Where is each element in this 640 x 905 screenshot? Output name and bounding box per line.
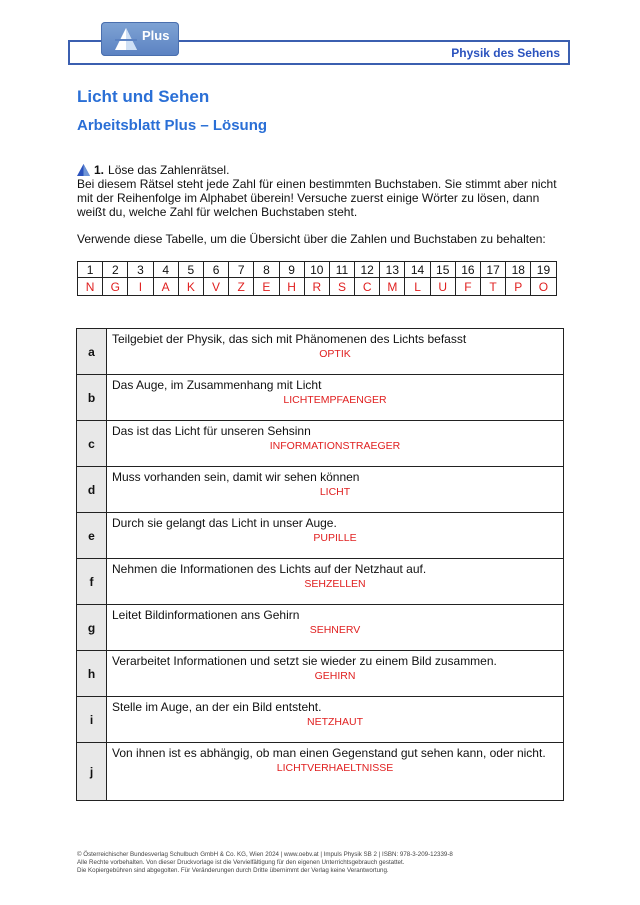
question-cell [107, 513, 564, 559]
question-cell [107, 651, 564, 697]
footer-rights: Alle Rechte vorbehalten. Von dieser Druckvorlage ist die Vervielfältigung für den eigenen Unterrichtsgebrauch gestattet. [77, 859, 405, 866]
cipher-number-cell: 17 [481, 262, 506, 278]
question-cell [107, 421, 564, 467]
cipher-number-cell: 10 [304, 262, 329, 278]
footer-disclaimer: Die Kopiergebühren sind abgegolten. Für Veränderungen durch Dritte übernimmt der Verlag keine Verantwortung. [77, 867, 389, 874]
question-cell [107, 605, 564, 651]
question-cell [107, 467, 564, 513]
question-row [77, 559, 564, 605]
question-letter: d [77, 467, 107, 513]
question-row [77, 743, 564, 801]
question-text: Teilgebiet der Physik, das sich mit Phänomenen des Lichts befasst [112, 332, 467, 346]
cipher-number-cell: 1 [78, 262, 103, 278]
question-text: Leitet Bildinformationen ans Gehirn [112, 608, 300, 622]
answer-text: PUPILLE [313, 532, 357, 544]
table-instruction: Verwende diese Tabelle, um die Übersicht über die Zahlen und Buchstaben zu behalten: [77, 232, 546, 246]
cipher-number-cell: 12 [355, 262, 380, 278]
question-text: Von ihnen ist es abhängig, ob man einen Gegenstand gut sehen kann, oder nicht. [112, 746, 546, 760]
cipher-letter-cell: U [430, 278, 455, 296]
cipher-number-cell: 4 [153, 262, 178, 278]
question-row [77, 375, 564, 421]
question-letter: e [77, 513, 107, 559]
cipher-letter-cell: F [455, 278, 480, 296]
cipher-number-row [78, 262, 557, 278]
cipher-letter-cell: E [254, 278, 279, 296]
cipher-letter-cell: G [103, 278, 128, 296]
cipher-number-cell: 18 [506, 262, 531, 278]
cipher-number-cell: 16 [455, 262, 480, 278]
cipher-letter-cell: I [128, 278, 153, 296]
cipher-number-cell: 19 [531, 262, 556, 278]
question-cell [107, 743, 564, 801]
pyramid-logo-icon [113, 26, 139, 52]
question-cell [107, 329, 564, 375]
cipher-number-cell: 15 [430, 262, 455, 278]
logo-text: Plus [142, 28, 170, 43]
cipher-letter-row [78, 278, 557, 296]
question-letter: i [77, 697, 107, 743]
answer-text: GEHIRN [314, 670, 356, 682]
cipher-number-cell: 13 [380, 262, 405, 278]
cipher-letter-cell: P [506, 278, 531, 296]
cipher-table [77, 261, 557, 296]
answer-text: LICHTEMPFAENGER [283, 394, 387, 406]
answer-text: LICHT [319, 486, 351, 498]
cipher-letter-cell: C [355, 278, 380, 296]
question-letter: a [77, 329, 107, 375]
cipher-letter-cell: L [405, 278, 430, 296]
question-table [76, 328, 564, 801]
question-text: Durch sie gelangt das Licht in unser Auge. [112, 516, 337, 530]
answer-text: LICHTVERHAELTNISSE [276, 762, 394, 774]
answer-text: SEHNERV [309, 624, 361, 636]
plus-logo [101, 22, 179, 56]
cipher-number-cell: 11 [329, 262, 354, 278]
answer-text: NETZHAUT [307, 716, 363, 728]
task-section [77, 163, 567, 219]
cipher-letter-cell: N [78, 278, 103, 296]
cipher-letter-cell: M [380, 278, 405, 296]
cipher-number-cell: 7 [229, 262, 254, 278]
question-cell [107, 697, 564, 743]
pyramid-icon [77, 164, 90, 176]
cipher-number-cell: 5 [178, 262, 203, 278]
page-subtitle: Arbeitsblatt Plus – Lösung [77, 117, 268, 134]
cipher-letter-cell: S [329, 278, 354, 296]
cipher-number-cell: 2 [103, 262, 128, 278]
cipher-letter-cell: H [279, 278, 304, 296]
question-cell [107, 375, 564, 421]
question-letter: j [77, 743, 107, 801]
question-text: Verarbeitet Informationen und setzt sie wieder zu einem Bild zusammen. [112, 654, 497, 668]
cipher-letter-cell: R [304, 278, 329, 296]
answer-text: INFORMATIONSTRAEGER [269, 440, 401, 452]
cipher-number-cell: 3 [128, 262, 153, 278]
cipher-letter-cell: V [203, 278, 228, 296]
question-letter: b [77, 375, 107, 421]
question-row [77, 513, 564, 559]
task-text: Bei diesem Rätsel steht jede Zahl für einen bestimmten Buchstaben. Sie stimmt aber nicht mit der Reihenfolge im Alphabet überein! Versuche zuerst einige Wörter zu lösen, dann weißt du, welche Zahl für welchen Buchstaben steht. [77, 177, 557, 219]
question-letter: h [77, 651, 107, 697]
page-title: Licht und Sehen [77, 87, 210, 106]
question-row [77, 697, 564, 743]
footer-copyright: © Österreichischer Bundesverlag Schulbuch GmbH & Co. KG, Wien 2024 | www.oebv.at | Impuls Physik SB 2 | ISBN: 978-3-209-12339-8 [77, 851, 453, 858]
question-letter: f [77, 559, 107, 605]
answer-text: OPTIK [319, 348, 351, 360]
question-text: Stelle im Auge, an der ein Bild entsteht. [112, 700, 322, 714]
cipher-number-cell: 6 [203, 262, 228, 278]
answer-text: SEHZELLEN [304, 578, 366, 590]
cipher-letter-cell: O [531, 278, 556, 296]
question-letter: c [77, 421, 107, 467]
cipher-number-cell: 9 [279, 262, 304, 278]
question-letter: g [77, 605, 107, 651]
footer [77, 851, 453, 875]
task-number: 1. [94, 163, 105, 177]
cipher-letter-cell: A [153, 278, 178, 296]
question-text: Muss vorhanden sein, damit wir sehen können [112, 470, 360, 484]
cipher-letter-cell: K [178, 278, 203, 296]
cipher-number-cell: 14 [405, 262, 430, 278]
task-title: Löse das Zahlenrätsel. [108, 163, 230, 177]
question-row [77, 467, 564, 513]
cipher-letter-cell: Z [229, 278, 254, 296]
cipher-letter-cell: T [481, 278, 506, 296]
question-text: Das Auge, im Zusammenhang mit Licht [112, 378, 322, 392]
question-text: Das ist das Licht für unseren Sehsinn [112, 424, 311, 438]
question-text: Nehmen die Informationen des Lichts auf der Netzhaut auf. [112, 562, 427, 576]
cipher-number-cell: 8 [254, 262, 279, 278]
question-cell [107, 559, 564, 605]
question-row [77, 651, 564, 697]
header-title: Physik des Sehens [451, 46, 560, 60]
question-row [77, 329, 564, 375]
question-row [77, 605, 564, 651]
question-row [77, 421, 564, 467]
